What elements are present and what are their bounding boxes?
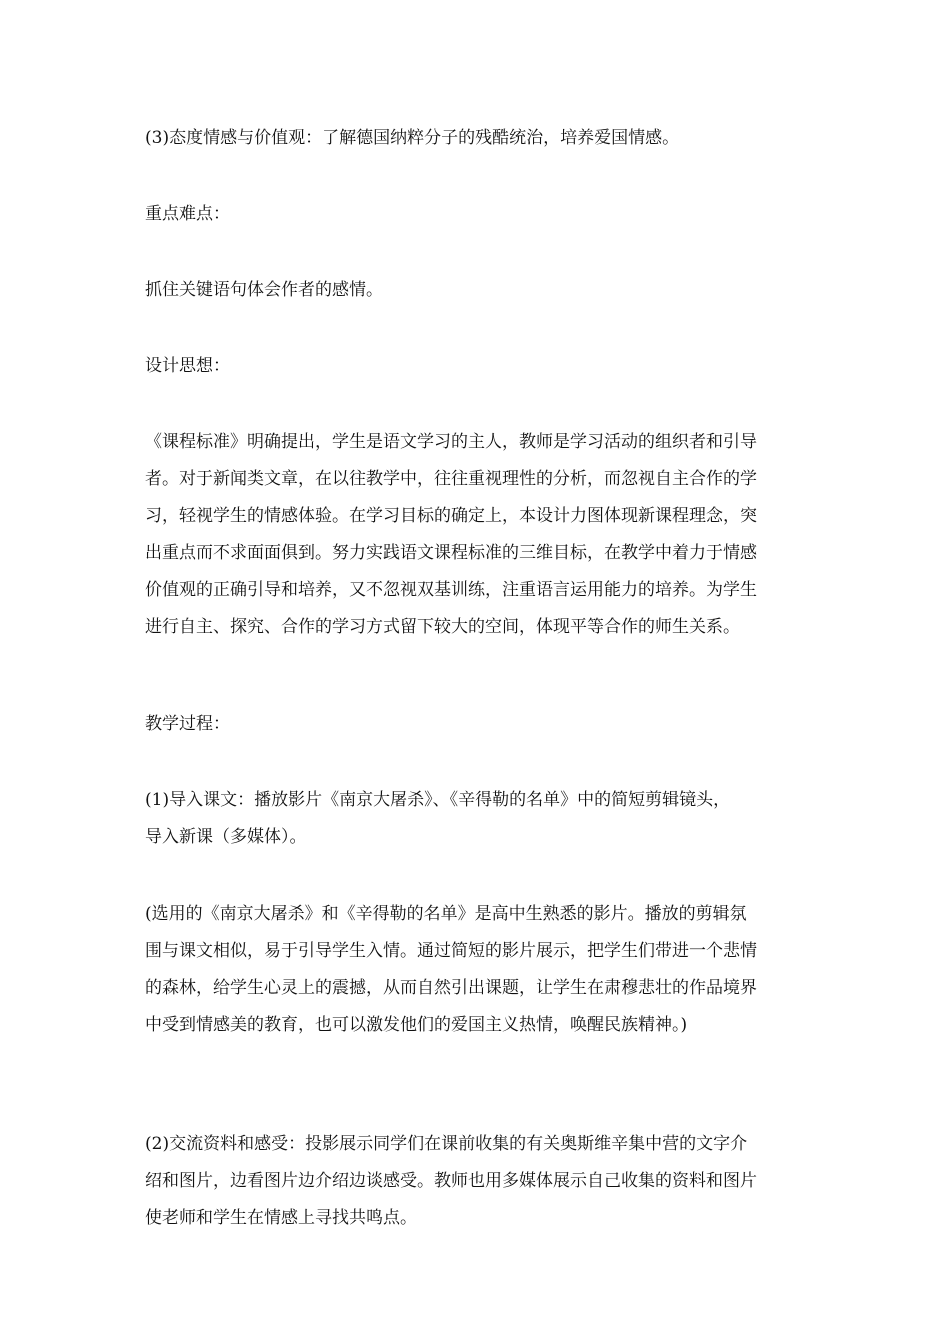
heading-text: 重点难点： [145, 204, 230, 224]
step-1-note-paragraph [145, 896, 810, 1044]
step-1-paragraph [145, 782, 810, 856]
heading-text: 教学过程： [145, 714, 230, 734]
text-line: 绍和图片，边看图片边介绍边谈感受。教师也用多媒体展示自己收集的资料和图片 [145, 1171, 757, 1191]
text-line: (1)导入课文：播放影片《南京大屠杀》、《辛得勒的名单》中的简短剪辑镜头， [145, 790, 731, 810]
text-line: 抓住关键语句体会作者的感情。 [145, 280, 383, 300]
text-line: 出重点而不求面面俱到。努力实践语文课程标准的三维目标，在教学中着力于情感 [145, 543, 757, 563]
text-line: 使老师和学生在情感上寻找共鸣点。 [145, 1208, 417, 1228]
key-points-heading [145, 196, 810, 233]
text-line: (2)交流资料和感受：投影展示同学们在课前收集的有关奥斯维辛集中营的文字介 [145, 1134, 748, 1154]
text-line: 价值观的正确引导和培养，又不忽视双基训练，注重语言运用能力的培养。为学生 [145, 580, 757, 600]
key-points-text [145, 272, 810, 309]
text-line: (选用的《南京大屠杀》和《辛得勒的名单》是高中生熟悉的影片。播放的剪辑氛 [145, 904, 747, 924]
text-line: 《课程标准》明确提出，学生是语文学习的主人，教师是学习活动的组织者和引导 [145, 432, 757, 452]
text-line: 中受到情感美的教育，也可以激发他们的爱国主义热情，唤醒民族精神。) [145, 1015, 688, 1035]
objective-3-text [145, 120, 810, 157]
text-line: 导入新课（多媒体）。 [145, 827, 307, 847]
step-2-paragraph [145, 1126, 810, 1237]
design-heading [145, 348, 810, 385]
text-line: 习，轻视学生的情感体验。在学习目标的确定上，本设计力图体现新课程理念，突 [145, 506, 757, 526]
process-heading [145, 706, 810, 743]
text-line: (3)态度情感与价值观：了解德国纳粹分子的残酷统治，培养爱国情感。 [145, 128, 680, 148]
text-line: 的森林，给学生心灵上的震撼，从而自然引出课题，让学生在肃穆悲壮的作品境界 [145, 978, 757, 998]
text-line: 者。对于新闻类文章，在以往教学中，往往重视理性的分析，而忽视自主合作的学 [145, 469, 757, 489]
heading-text: 设计思想： [145, 356, 230, 376]
text-line: 围与课文相似，易于引导学生入情。通过简短的影片展示，把学生们带进一个悲情 [145, 941, 757, 961]
text-line: 进行自主、探究、合作的学习方式留下较大的空间，体现平等合作的师生关系。 [145, 617, 740, 637]
design-paragraph [145, 424, 810, 646]
